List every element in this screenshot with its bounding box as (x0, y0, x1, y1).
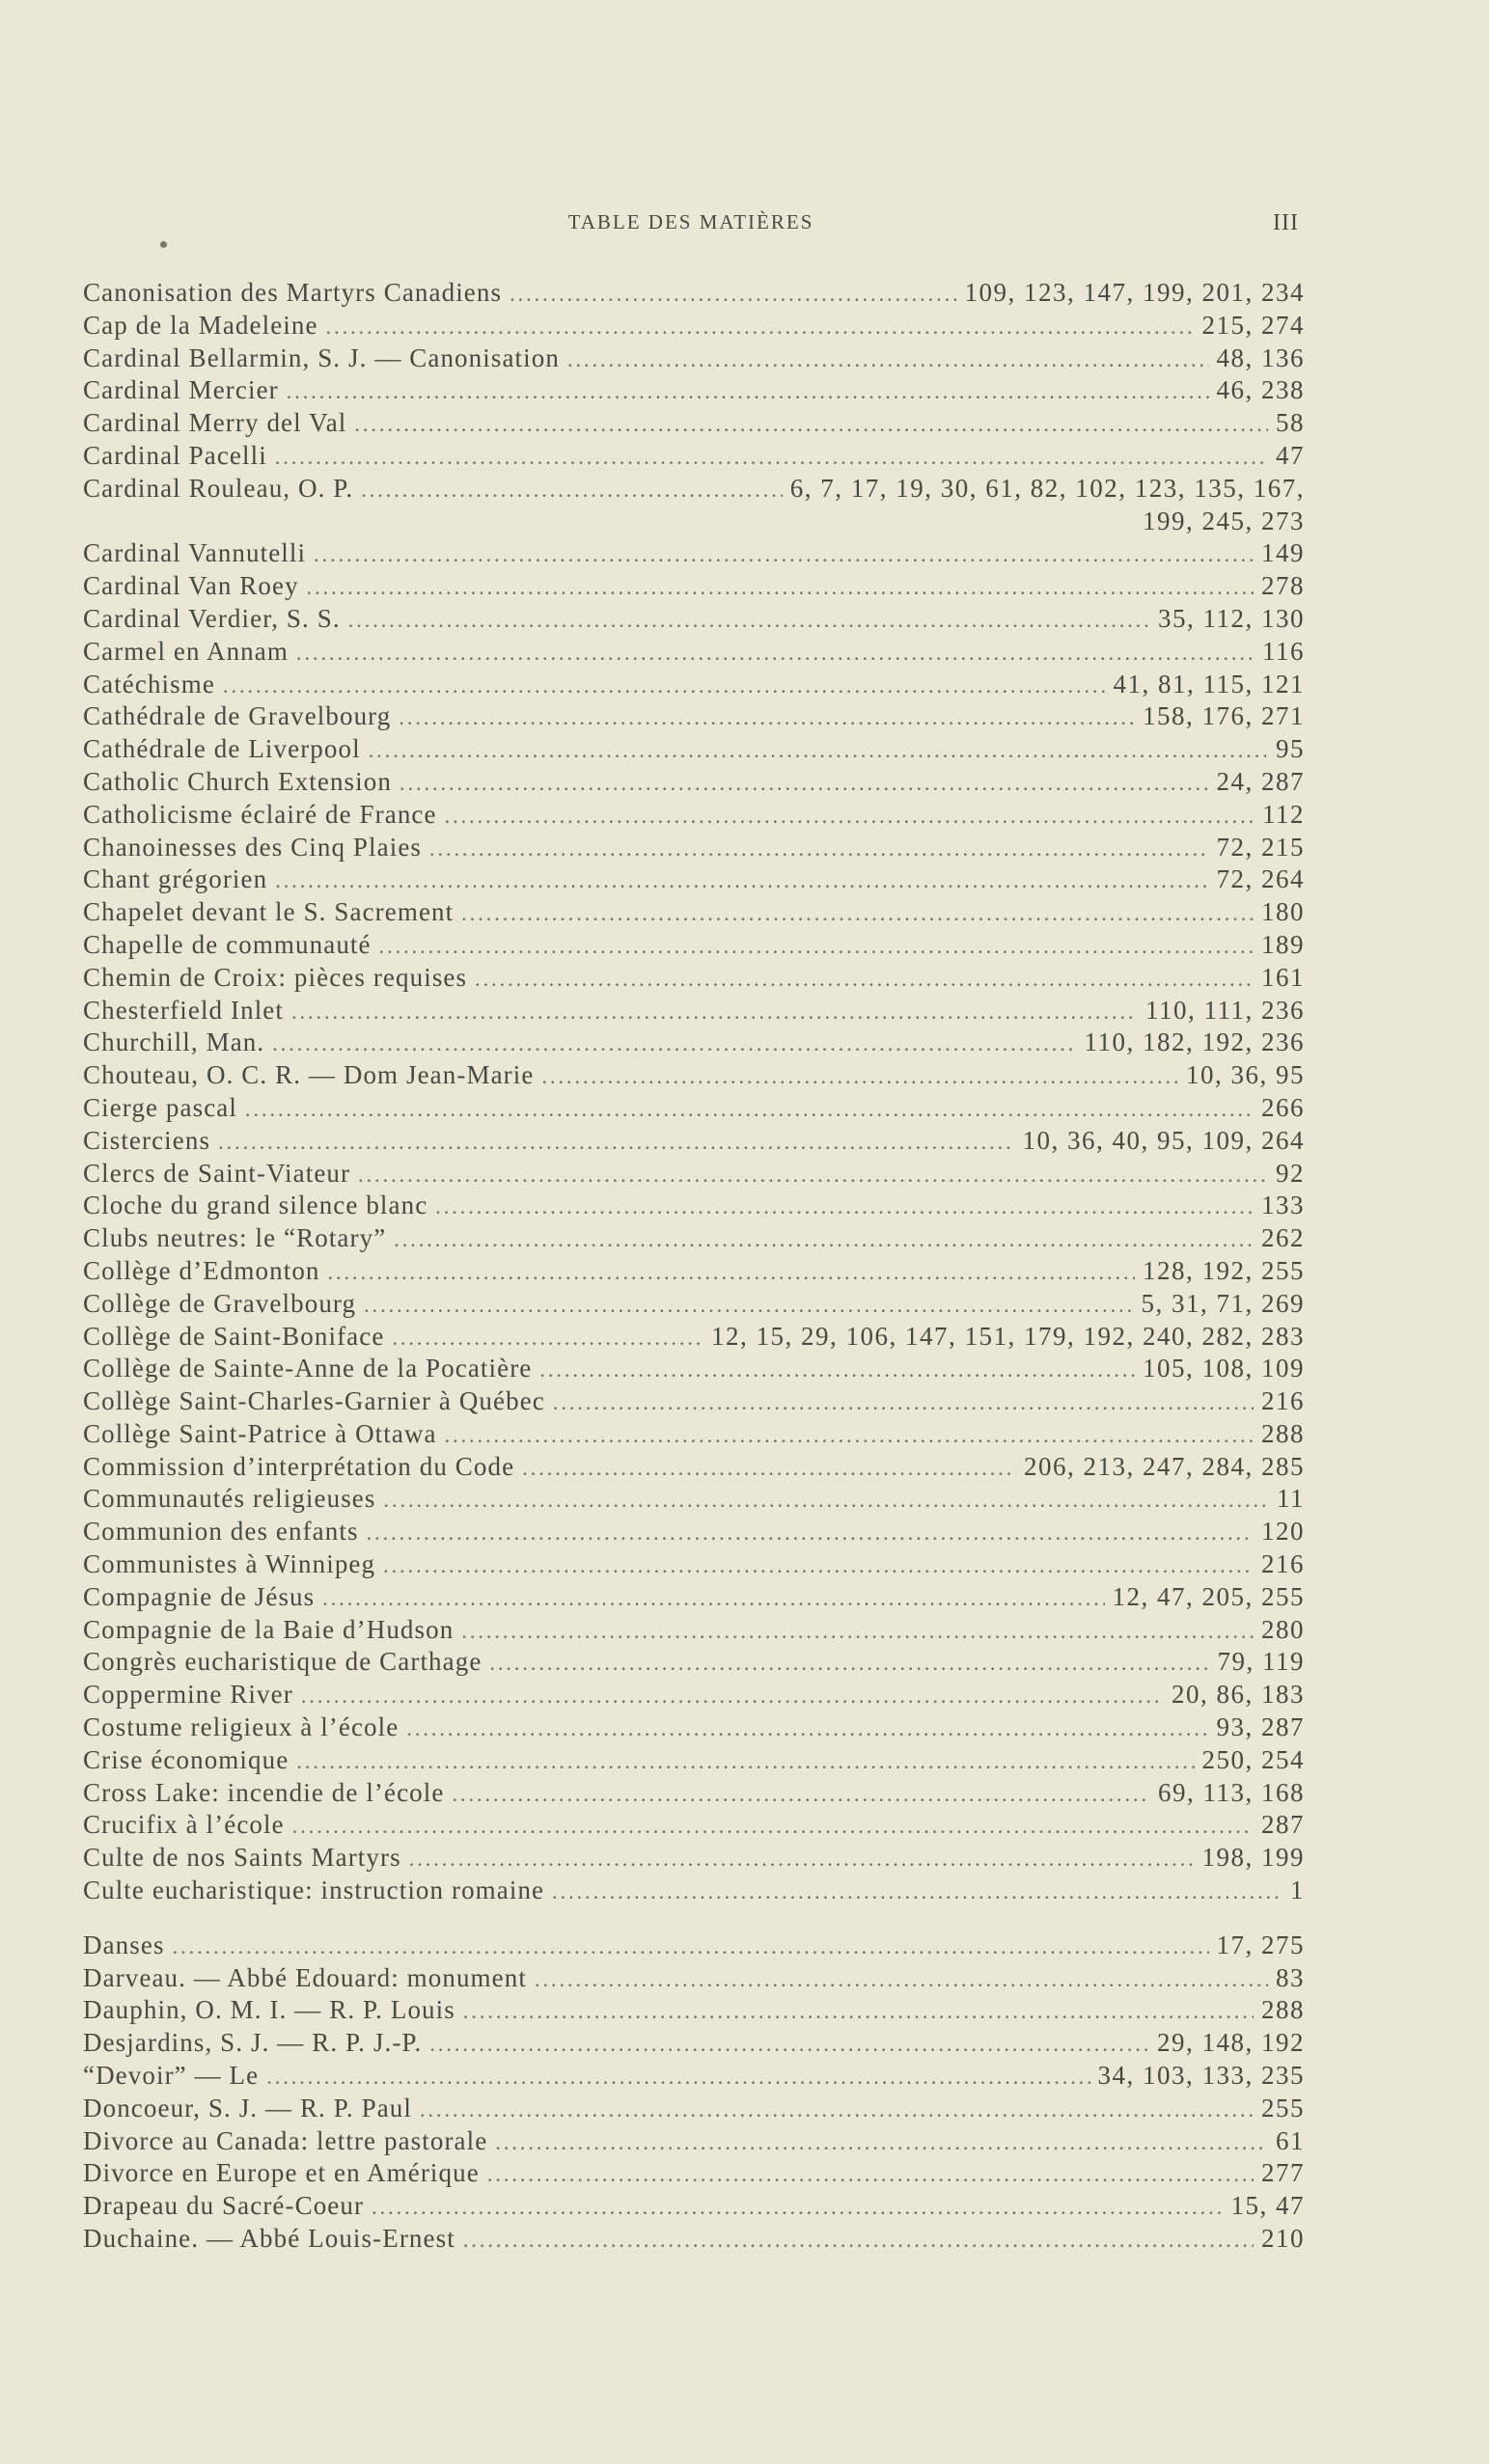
index-entry (83, 1548, 1305, 1581)
page-references: 69, 113, 168 (1158, 1777, 1305, 1807)
page-references: 277 (1261, 2158, 1305, 2188)
page-references: 128, 192, 255 (1143, 1255, 1305, 1285)
dot-leader (399, 701, 1135, 734)
index-term: Communion des enfants (83, 1517, 359, 1547)
page-references: 288 (1261, 1995, 1305, 2025)
index-entry (83, 374, 1305, 407)
index-term: Collège Saint-Charles-Garnier à Québec (83, 1386, 545, 1416)
index-term: Cardinal Rouleau, O. P. (83, 473, 354, 503)
index-entry (83, 473, 1305, 506)
page-references: 120 (1261, 1517, 1305, 1547)
index-term: Chapelle de communauté (83, 929, 372, 959)
index-term: Crucifix à l’école (83, 1810, 285, 1840)
dot-leader (301, 1680, 1164, 1712)
index-term: Collège de Sainte-Anne de la Pocatière (83, 1354, 533, 1383)
index-term: Chouteau, O. C. R. — Dom Jean-Marie (83, 1060, 535, 1090)
index-entry (83, 700, 1305, 733)
index-term: Cardinal Mercier (83, 375, 279, 405)
index-entry (83, 1516, 1305, 1548)
page-references: 15, 47 (1230, 2191, 1305, 2221)
index-term: Dauphin, O. M. I. — R. P. Louis (83, 1995, 455, 2025)
page-references: 72, 215 (1216, 832, 1305, 862)
index-term: Desjardins, S. J. — R. P. J.-P. (83, 2028, 423, 2058)
page-references: 216 (1261, 1386, 1305, 1416)
index-entry (83, 1646, 1305, 1679)
running-title: TABLE DES MATIÈRES (567, 210, 814, 233)
page-references: 116 (1262, 636, 1305, 666)
index-term: “Devoir” — Le (83, 2061, 260, 2091)
page-references: 12, 15, 29, 106, 147, 151, 179, 192, 240, 282, 283 (711, 1321, 1305, 1351)
page-references: 198, 199 (1201, 1843, 1305, 1873)
dot-leader (314, 538, 1254, 571)
index-term: Cierge pascal (83, 1092, 237, 1122)
page-references: 158, 176, 271 (1143, 701, 1305, 731)
page-references: 266 (1261, 1092, 1305, 1122)
page-references: 216 (1261, 1549, 1305, 1579)
dot-leader (409, 1843, 1195, 1875)
index-entry (83, 1222, 1305, 1255)
index-term: Cloche du grand silence blanc (83, 1191, 428, 1220)
index-entry (83, 1451, 1305, 1484)
dot-leader (406, 1712, 1208, 1745)
dot-leader (489, 1647, 1209, 1680)
index-term: Collège d’Edmonton (83, 1255, 320, 1285)
page-references: 29, 148, 192 (1157, 2028, 1305, 2058)
page-references: 92 (1276, 1158, 1305, 1188)
section-gap (83, 1907, 1305, 1930)
index-term: Crise économique (83, 1744, 290, 1774)
index-term: Communistes à Winnipeg (83, 1549, 376, 1579)
page-references: 10, 36, 40, 95, 109, 264 (1022, 1125, 1305, 1155)
page-references: 6, 7, 17, 19, 30, 61, 82, 102, 123, 135, 167, (789, 473, 1305, 503)
index-term: Chant grégorien (83, 864, 268, 894)
dot-leader (358, 1159, 1268, 1191)
index-term: Divorce au Canada: lettre pastorale (83, 2125, 488, 2155)
dot-leader (379, 930, 1254, 963)
dot-leader (218, 1126, 1014, 1159)
dot-leader (435, 1191, 1254, 1223)
page-references: 112 (1262, 799, 1305, 829)
index-term: Cardinal Bellarmin, S. J. — Canonisation (83, 342, 560, 372)
index-entry (83, 1930, 1305, 1962)
index-entry (83, 603, 1305, 636)
page-references: 133 (1261, 1191, 1305, 1220)
index-entry (83, 1744, 1305, 1777)
index-entry (83, 1809, 1305, 1842)
index-term: Cathédrale de Liverpool (83, 734, 361, 764)
dot-leader (367, 1517, 1254, 1549)
running-header (83, 210, 1299, 236)
index-term: Chapelet devant le S. Sacrement (83, 897, 455, 927)
page-references: 149 (1261, 538, 1305, 568)
dot-leader (452, 1778, 1150, 1811)
index-term: Collège de Saint-Boniface (83, 1321, 385, 1351)
index-term: Congrès eucharistique de Carthage (83, 1647, 483, 1677)
dot-leader (291, 996, 1138, 1028)
index-term: Churchill, Man. (83, 1027, 265, 1057)
dot-leader (394, 1223, 1254, 1256)
dot-leader (369, 734, 1268, 767)
index-entry (83, 995, 1305, 1027)
page-references-continued: 199, 245, 273 (1143, 506, 1305, 535)
page-references: 278 (1261, 571, 1305, 601)
index-term: Darveau. — Abbé Edouard: monument (83, 1962, 527, 1992)
dot-leader (535, 1963, 1268, 1996)
index-term: Drapeau du Sacré-Coeur (83, 2191, 365, 2221)
index-term: Canonisation des Martyrs Canadiens (83, 278, 503, 307)
page-references: 288 (1261, 1418, 1305, 1448)
page-references: 12, 47, 205, 255 (1112, 1581, 1305, 1611)
page-references: 110, 182, 192, 236 (1084, 1027, 1305, 1057)
index-entry (83, 2060, 1305, 2093)
index-term: Carmel en Annam (83, 636, 289, 666)
index-term: Doncoeur, S. J. — R. P. Paul (83, 2093, 412, 2122)
dot-leader (445, 800, 1255, 833)
index-entry (83, 1059, 1305, 1092)
index-term: Cardinal Verdier, S. S. (83, 603, 341, 633)
dot-leader (326, 311, 1195, 343)
dot-leader (541, 1060, 1178, 1093)
page-references: 180 (1261, 897, 1305, 927)
index-entry (83, 2157, 1305, 2190)
index-entry (83, 1092, 1305, 1125)
dot-leader (495, 2126, 1268, 2159)
page-references: 24, 287 (1216, 766, 1305, 796)
index-entry (83, 733, 1305, 766)
index-term: Cardinal Van Roey (83, 571, 299, 601)
index-entry (83, 1158, 1305, 1191)
index-entry (83, 1027, 1305, 1059)
index-entry (83, 962, 1305, 995)
index-entry (83, 570, 1305, 603)
dot-leader (429, 2028, 1149, 2061)
index-entry (83, 2190, 1305, 2223)
page-references: 93, 287 (1216, 1712, 1305, 1742)
index-term: Cardinal Pacelli (83, 440, 267, 470)
page-references: 250, 254 (1201, 1744, 1305, 1774)
index-term: Coppermine River (83, 1680, 293, 1710)
index-entry (83, 766, 1305, 799)
dot-leader (463, 1995, 1254, 2028)
index-term: Danses (83, 1930, 165, 1959)
index-entry (83, 1679, 1305, 1711)
index-entry (83, 863, 1305, 896)
dot-leader (372, 2191, 1223, 2224)
index-entry (83, 1994, 1305, 2027)
dot-leader (461, 897, 1254, 930)
page-references: 11 (1277, 1484, 1305, 1514)
dot-leader (429, 833, 1208, 865)
index-entry (83, 1875, 1305, 1907)
index-term: Collège Saint-Patrice à Ottawa (83, 1418, 437, 1448)
dot-leader (245, 1093, 1254, 1126)
dot-leader (364, 1289, 1133, 1322)
index-term: Commission d’interprétation du Code (83, 1451, 515, 1481)
index-term: Culte de nos Saints Martyrs (83, 1843, 401, 1873)
index-term: Clercs de Saint-Viateur (83, 1158, 351, 1188)
index-entry (83, 1288, 1305, 1321)
dot-leader (461, 1615, 1254, 1648)
page-references: 35, 112, 130 (1158, 603, 1305, 633)
dot-leader (552, 1875, 1282, 1908)
index-entry (83, 2223, 1305, 2256)
index-term: Catholicisme éclairé de France (83, 799, 437, 829)
index-term: Duchaine. — Abbé Louis-Ernest (83, 2224, 455, 2254)
dot-leader (361, 474, 782, 506)
dot-leader (475, 963, 1254, 996)
dot-leader (420, 2094, 1254, 2126)
index-term: Chemin de Croix: pièces requises (83, 962, 468, 992)
index-entry (83, 832, 1305, 864)
page-references: 41, 81, 115, 121 (1113, 669, 1305, 698)
dot-leader (275, 441, 1268, 474)
index-term: Culte eucharistique: instruction romaine (83, 1875, 545, 1905)
index-term: Compagnie de la Baie d’Hudson (83, 1614, 455, 1644)
page-references: 287 (1261, 1810, 1305, 1840)
index-term: Chesterfield Inlet (83, 995, 284, 1025)
index-entry (83, 2093, 1305, 2125)
index-entry (83, 1418, 1305, 1451)
index-entry (83, 1385, 1305, 1418)
index-term: Catéchisme (83, 669, 215, 698)
page-references: 61 (1276, 2125, 1305, 2155)
index-entry (83, 1711, 1305, 1744)
index-entry (83, 342, 1305, 375)
dot-leader (173, 1930, 1209, 1963)
dot-leader (275, 864, 1208, 897)
index-term: Cardinal Vannutelli (83, 538, 307, 568)
index-entry (83, 1190, 1305, 1222)
dot-leader (292, 1810, 1254, 1843)
index-entry (83, 1581, 1305, 1614)
page-references: 95 (1276, 734, 1305, 764)
page-references: 109, 123, 147, 199, 201, 234 (964, 278, 1305, 307)
page-references: 161 (1261, 962, 1305, 992)
page-references: 210 (1261, 2224, 1305, 2254)
index-entry (83, 1321, 1305, 1354)
index-entry (83, 669, 1305, 701)
page-references: 72, 264 (1216, 864, 1305, 894)
index-entry (83, 896, 1305, 929)
dot-leader (266, 2061, 1089, 2094)
index-term: Compagnie de Jésus (83, 1581, 316, 1611)
index-entry (83, 1125, 1305, 1158)
page-references: 48, 136 (1216, 342, 1305, 372)
page-references: 79, 119 (1217, 1647, 1305, 1677)
index-entry (83, 1777, 1305, 1810)
index-entry (83, 1614, 1305, 1647)
page-references: 17, 275 (1216, 1930, 1305, 1959)
dot-leader (223, 670, 1106, 702)
dot-leader (392, 1322, 703, 1355)
index-entry (83, 2027, 1305, 2060)
page-references: 46, 238 (1216, 375, 1305, 405)
page-references: 110, 111, 236 (1145, 995, 1305, 1025)
page-number: III (1273, 210, 1299, 235)
page-references: 58 (1276, 408, 1305, 438)
dot-leader (272, 1027, 1076, 1060)
dot-leader (383, 1549, 1254, 1582)
dot-leader (567, 343, 1209, 376)
index-entry (83, 1255, 1305, 1288)
index-term: Cisterciens (83, 1125, 211, 1155)
subject-index (83, 277, 1305, 2256)
page-references: 10, 36, 95 (1186, 1060, 1305, 1090)
page-references: 20, 86, 183 (1172, 1680, 1305, 1710)
index-entry (83, 537, 1305, 570)
index-term: Cathédrale de Gravelbourg (83, 701, 392, 731)
dot-leader (354, 408, 1268, 441)
index-entry (83, 277, 1305, 310)
index-term: Costume religieux à l’école (83, 1712, 400, 1742)
page-references: 1 (1290, 1875, 1305, 1905)
index-entry (83, 1483, 1305, 1516)
page-references: 262 (1261, 1223, 1305, 1253)
index-term: Cross Lake: incendie de l’école (83, 1777, 445, 1807)
page-references: 280 (1261, 1614, 1305, 1644)
index-term: Communautés religieuses (83, 1484, 376, 1514)
page-references: 255 (1261, 2093, 1305, 2122)
dot-leader (463, 2224, 1254, 2257)
dot-leader (400, 767, 1209, 800)
dot-leader (384, 1484, 1270, 1517)
dot-leader (539, 1354, 1135, 1386)
page-references: 47 (1276, 440, 1305, 470)
dot-leader (510, 278, 956, 311)
index-term: Collège de Gravelbourg (83, 1288, 357, 1318)
page-references: 215, 274 (1201, 310, 1305, 340)
page-references: 206, 213, 247, 284, 285 (1024, 1451, 1305, 1481)
dot-leader (322, 1582, 1104, 1615)
index-entry (83, 1962, 1305, 1995)
page-references: 189 (1261, 929, 1305, 959)
dot-leader (348, 604, 1150, 637)
dot-leader (296, 1745, 1194, 1778)
dot-leader (307, 571, 1254, 604)
index-term: Divorce en Europe et en Amérique (83, 2158, 480, 2188)
index-entry (83, 407, 1305, 440)
dot-leader (553, 1386, 1254, 1419)
dot-leader (522, 1452, 1016, 1485)
index-entry-continuation (83, 506, 1305, 538)
dot-leader (487, 2158, 1254, 2191)
index-entry (83, 440, 1305, 473)
page-references: 5, 31, 71, 269 (1141, 1288, 1305, 1318)
dot-leader (328, 1256, 1135, 1289)
index-entry (83, 1353, 1305, 1385)
index-entry (83, 636, 1305, 669)
dot-leader (287, 375, 1209, 408)
index-entry (83, 310, 1305, 342)
bullet-mark (160, 241, 167, 248)
page-references: 34, 103, 133, 235 (1097, 2061, 1305, 2091)
index-term: Catholic Church Extension (83, 766, 392, 796)
index-entry (83, 2125, 1305, 2158)
page-references: 105, 108, 109 (1143, 1354, 1305, 1383)
index-term: Cardinal Merry del Val (83, 408, 347, 438)
index-term: Clubs neutres: le “Rotary” (83, 1223, 387, 1253)
dot-leader (296, 637, 1255, 670)
index-entry (83, 1842, 1305, 1875)
index-entry (83, 929, 1305, 962)
dot-leader (445, 1419, 1254, 1452)
page-references: 83 (1276, 1962, 1305, 1992)
index-term: Cap de la Madeleine (83, 310, 318, 340)
index-term: Chanoinesses des Cinq Plaies (83, 832, 423, 862)
index-entry (83, 799, 1305, 832)
